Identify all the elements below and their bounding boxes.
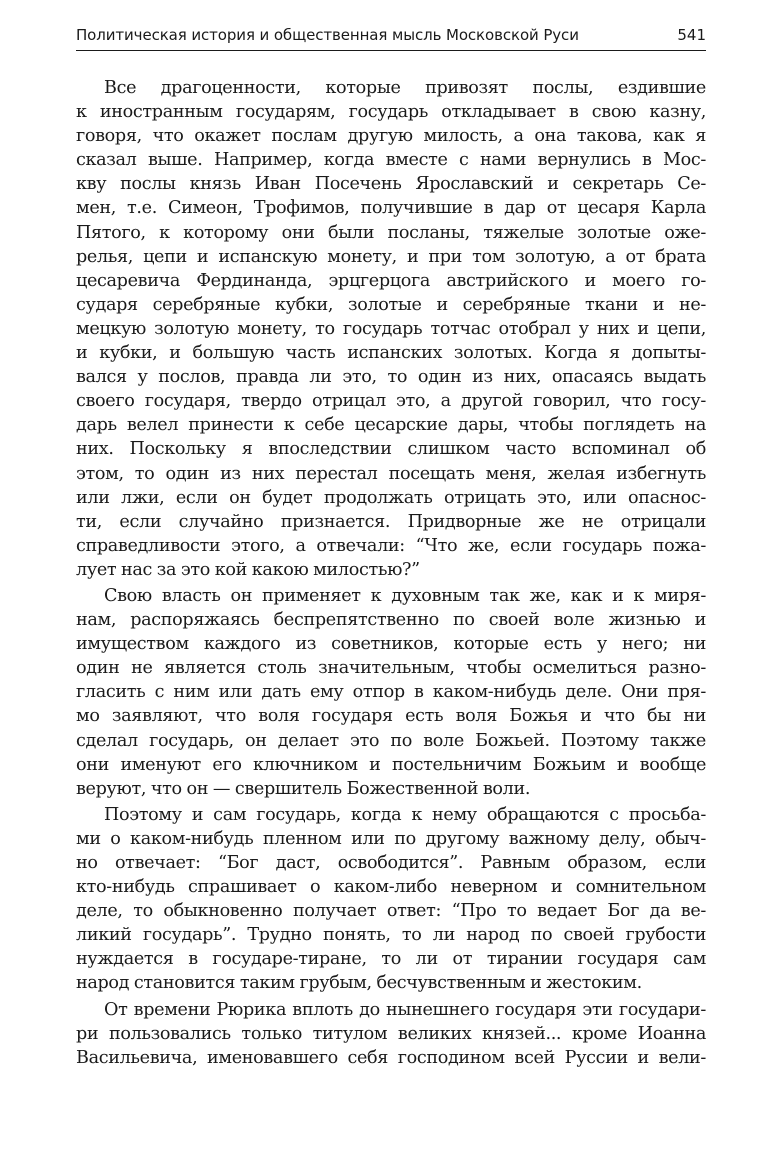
text-line: нуждается в государе-тиране, то ли от тирании государя сам [76,949,706,970]
text-line: мо заявляют, что воля государя есть воля Божья и что бы ни [76,706,706,727]
page-number: 541 [677,26,706,44]
text-line: дарь велел принести к себе цесарские дары, чтобы поглядеть на [76,415,706,436]
text-line: или лжи, если он будет продолжать отрицать это, или опаснос- [76,487,706,508]
text-line: справедливости этого, а отвечали: “Что же, если государь пожа- [76,535,706,556]
text-line: один не является столь значительным, чтобы осмелиться разно- [76,658,706,679]
text-line: ти, если случайно признается. Придворные же не отрицали [76,511,706,532]
body-text [76,76,706,1070]
paragraph [76,803,706,996]
text-line: имуществом каждого из советников, которые есть у него; ни [76,634,706,655]
text-line: От времени Рюрика вплоть до нынешнего государя эти государи- [104,999,706,1020]
text-line: мен, т.е. Симеон, Трофимов, получившие в дар от цесаря Карла [76,198,706,219]
text-line: этом, то один из них перестал посещать меня, желая избегнуть [76,463,706,484]
text-line: деле, то обыкновенно получает ответ: “Про то ведает Бог да ве- [76,901,706,922]
text-line: веруют, что он — свершитель Божественной воли. [76,778,531,799]
text-line: к иностранным государям, государь откладывает в свою казну, [76,102,706,123]
text-line: они именуют его ключником и постельничим Божьим и вообще [76,754,706,775]
text-line: гласить с ним или дать ему отпор в каком-нибудь деле. Они пря- [76,682,706,703]
text-line: своего государя, твердо отрицал это, а другой говорил, что госу- [76,391,706,412]
text-line: вался у послов, правда ли это, то один из них, опасаясь выдать [76,367,706,388]
text-line: Все драгоценности, которые привозят послы, ездившие [104,78,706,98]
text-line: Поэтому и сам государь, когда к нему обращаются с просьба- [104,804,706,825]
text-line: Пятого, к которому они были посланы, тяжелые золотые оже- [76,222,706,243]
text-line: ликий государь”. Трудно понять, то ли народ по своей грубости [76,925,706,946]
text-line: сказал выше. Например, когда вместе с нами вернулись в Мос- [76,150,706,171]
text-line: Свою власть он применяет к духовным так же, как и к миря- [104,585,706,606]
text-line: релья, цепи и испанскую монету, и при том золотую, а от брата [76,246,706,267]
text-line: говоря, что окажет послам другую милость, а она такова, как я [76,126,706,147]
running-header [76,22,706,51]
text-line: кто-нибудь спрашивает о каком-либо неверном и сомнительном [76,877,706,898]
text-line: народ становится таким грубым, бесчувственным и жестоким. [76,973,642,994]
text-line: сделал государь, он делает это по воле Божьей. Поэтому также [76,730,706,751]
text-line: ми о каком-нибудь пленном или по другому важному делу, обыч- [76,828,706,849]
text-line: Васильевича, именовавшего себя господином всей Руссии и вели- [76,1047,706,1068]
text-line: и кубки, и большую часть испанских золотых. Когда я допыты- [76,343,706,364]
paragraph [76,76,706,582]
running-title: Политическая история и общественная мысль Московской Руси [76,26,579,44]
text-line: ри пользовались только титулом великих князей... кроме Иоанна [76,1023,706,1044]
text-line: нам, распоряжаясь беспрепятственно по своей воле жизнью и [76,610,706,631]
text-line: мецкую золотую монету, то государь тотчас отобрал у них и цепи, [76,318,706,339]
paragraph [76,998,706,1070]
paragraph [76,584,706,801]
text-line: них. Поскольку я впоследствии слишком часто вспоминал об [76,439,706,460]
text-line: цесаревича Фердинанда, эрцгерцога австрийского и моего го- [76,270,706,291]
text-line: кву послы князь Иван Посечень Ярославский и секретарь Се- [76,174,706,195]
text-line: но отвечает: “Бог даст, освободится”. Равным образом, если [76,853,706,873]
text-line: сударя серебряные кубки, золотые и серебряные ткани и не- [76,294,706,315]
text-line: лует нас за это кой какою милостью?” [76,559,420,580]
